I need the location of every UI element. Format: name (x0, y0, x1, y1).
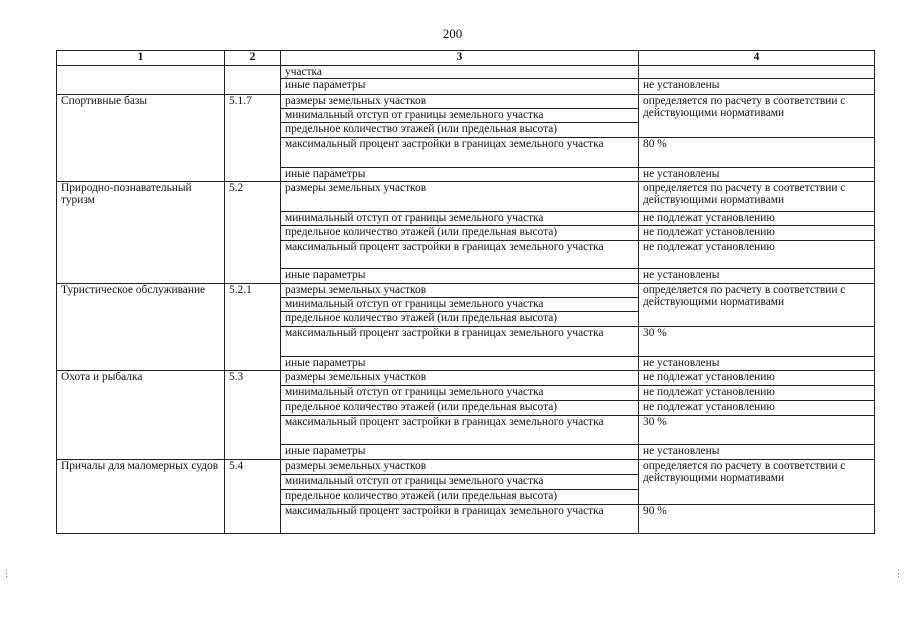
parameter-value: 30 % (639, 416, 875, 445)
parameter-name: размеры земельных участков (281, 182, 639, 212)
parameter-value: не подлежат установлению (639, 226, 875, 241)
parameter-value: определяется по расчету в соответствии с действующими нормативами (639, 284, 875, 327)
parameter-value: не установлены (639, 79, 875, 95)
parameter-name: участка (281, 66, 639, 79)
parameter-value: не подлежат установлению (639, 241, 875, 269)
table-row (57, 182, 875, 212)
table-row (57, 284, 875, 298)
use-type-name: Спортивные базы (57, 95, 225, 182)
use-type-code: 5.3 (225, 371, 281, 460)
parameter-name: максимальный процент застройки в границах земельного участка (281, 241, 639, 269)
parameter-name: размеры земельных участков (281, 284, 639, 298)
scan-edge-mark-right: ⋮ (894, 568, 903, 578)
parameter-name: максимальный процент застройки в границах земельного участка (281, 138, 639, 168)
parameter-name: максимальный процент застройки в границах земельного участка (281, 416, 639, 445)
parameter-value: определяется по расчету в соответствии с действующими нормативами (639, 182, 875, 212)
header-col-2: 2 (225, 51, 281, 66)
parameter-value: не подлежат установлению (639, 401, 875, 416)
parameter-name: предельное количество этажей (или предельная высота) (281, 226, 639, 241)
parameter-name: предельное количество этажей (или предельная высота) (281, 401, 639, 416)
parameter-value: не подлежат установлению (639, 386, 875, 401)
parameter-value: не установлены (639, 168, 875, 182)
parameter-name: минимальный отступ от границы земельного участка (281, 386, 639, 401)
parameter-value: не установлены (639, 445, 875, 460)
parameter-value: не подлежат установлению (639, 212, 875, 226)
parameter-name: минимальный отступ от границы земельного участка (281, 109, 639, 123)
parameter-name: иные параметры (281, 168, 639, 182)
parameter-value (639, 66, 875, 79)
land-use-parameters-table (56, 50, 875, 534)
table-row (57, 95, 875, 109)
use-type-name: Причалы для маломерных судов (57, 460, 225, 534)
parameter-value: 90 % (639, 505, 875, 534)
parameter-value: определяется по расчету в соответствии с действующими нормативами (639, 460, 875, 505)
use-type-name: Охота и рыбалка (57, 371, 225, 460)
parameter-name: иные параметры (281, 269, 639, 284)
parameter-name: размеры земельных участков (281, 371, 639, 386)
use-type-name: Природно-познавательный туризм (57, 182, 225, 284)
table-row (57, 66, 875, 79)
parameter-value: определяется по расчету в соответствии с действующими нормативами (639, 95, 875, 138)
parameter-name: максимальный процент застройки в границах земельного участка (281, 327, 639, 357)
header-col-1: 1 (57, 51, 225, 66)
parameter-value: не подлежат установлению (639, 371, 875, 386)
parameter-value: не установлены (639, 357, 875, 371)
parameter-name: максимальный процент застройки в границах земельного участка (281, 505, 639, 534)
table-body (57, 66, 875, 534)
parameter-name: минимальный отступ от границы земельного участка (281, 298, 639, 312)
parameter-name: иные параметры (281, 79, 639, 95)
header-col-4: 4 (639, 51, 875, 66)
parameter-name: предельное количество этажей (или предельная высота) (281, 312, 639, 327)
use-type-name: Туристическое обслуживание (57, 284, 225, 371)
parameter-name: размеры земельных участков (281, 460, 639, 475)
table-row (57, 460, 875, 475)
scan-edge-mark-left: ⋮ (2, 568, 11, 578)
table-header-row (57, 51, 875, 66)
header-col-3: 3 (281, 51, 639, 66)
use-type-name (57, 66, 225, 95)
use-type-code: 5.2.1 (225, 284, 281, 371)
parameter-name: иные параметры (281, 357, 639, 371)
use-type-code: 5.4 (225, 460, 281, 534)
use-type-code: 5.1.7 (225, 95, 281, 182)
parameter-value: 30 % (639, 327, 875, 357)
parameter-name: минимальный отступ от границы земельного участка (281, 475, 639, 490)
parameter-value: не установлены (639, 269, 875, 284)
parameter-name: иные параметры (281, 445, 639, 460)
parameter-name: предельное количество этажей (или предельная высота) (281, 490, 639, 505)
parameter-name: минимальный отступ от границы земельного участка (281, 212, 639, 226)
use-type-code: 5.2 (225, 182, 281, 284)
page-number: 200 (442, 26, 463, 41)
table-row (57, 371, 875, 386)
parameter-value: 80 % (639, 138, 875, 168)
use-type-code (225, 66, 281, 95)
parameter-name: размеры земельных участков (281, 95, 639, 109)
parameter-name: предельное количество этажей (или предельная высота) (281, 123, 639, 138)
